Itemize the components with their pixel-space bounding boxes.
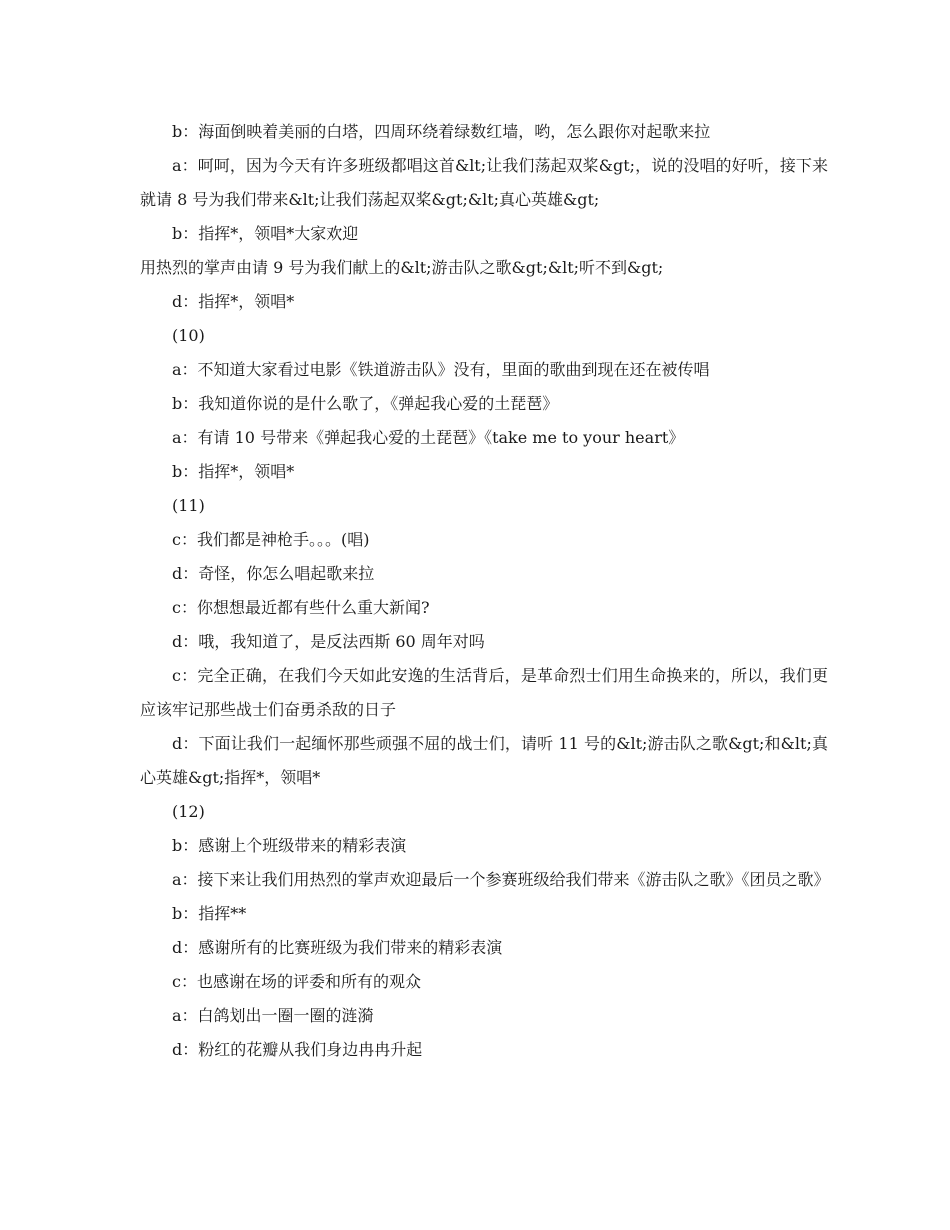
paragraph-14: c：你想想最近都有些什么重大新闻? [172, 598, 430, 617]
paragraph-4: 用热烈的掌声由请 9 号为我们献上的&lt;游击队之歌&gt;&lt;听不到&gt; [140, 258, 664, 277]
document-body [140, 115, 828, 1067]
paragraph-20: a：接下来让我们用热烈的掌声欢迎最后一个参赛班级给我们带来《游击队之歌》《团员之歌》 [172, 870, 830, 889]
paragraph-2: a：呵呵，因为今天有许多班级都唱这首&lt;让我们荡起双桨&gt;，说的没唱的好听，接下来就请 8 号为我们带来&lt;让我们荡起双桨&gt;&lt;真心英雄&gt; [140, 156, 828, 209]
paragraph-5: d：指挥*，领唱* [172, 292, 295, 311]
paragraph-10: b：指挥*，领唱* [172, 462, 295, 481]
paragraph-1: b：海面倒映着美丽的白塔，四周环绕着绿数红墙，哟，怎么跟你对起歌来拉 [172, 122, 711, 141]
paragraph-3: b：指挥*，领唱*大家欢迎 [172, 224, 359, 243]
paragraph-7: a：不知道大家看过电影《铁道游击队》没有，里面的歌曲到现在还在被传唱 [172, 360, 710, 379]
section-number-12: (12) [172, 802, 205, 821]
paragraph-23: c：也感谢在场的评委和所有的观众 [172, 972, 421, 991]
paragraph-21: b：指挥** [172, 904, 247, 923]
paragraph-17: d：下面让我们一起缅怀那些顽强不屈的战士们，请听 11 号的&lt;游击队之歌&gt;和&lt;真心英雄&gt;指挥*，领唱* [140, 734, 828, 787]
paragraph-16: c：完全正确，在我们今天如此安逸的生活背后，是革命烈士们用生命换来的，所以，我们更应该牢记那些战士们奋勇杀敌的日子 [140, 666, 828, 719]
paragraph-9: a：有请 10 号带来《弹起我心爱的土琵琶》《take me to your heart》 [172, 428, 685, 447]
paragraph-8: b：我知道你说的是什么歌了，《弹起我心爱的土琵琶》 [172, 394, 559, 413]
paragraph-15: d：哦，我知道了，是反法西斯 60 周年对吗 [172, 632, 485, 651]
paragraph-19: b：感谢上个班级带来的精彩表演 [172, 836, 407, 855]
section-number-11: (11) [172, 496, 205, 515]
section-number-10: (10) [172, 326, 205, 345]
paragraph-25: d：粉红的花瓣从我们身边冉冉升起 [172, 1040, 423, 1059]
paragraph-22: d：感谢所有的比赛班级为我们带来的精彩表演 [172, 938, 503, 957]
paragraph-13: d：奇怪，你怎么唱起歌来拉 [172, 564, 375, 583]
paragraph-12: c：我们都是神枪手。。。(唱) [172, 530, 370, 549]
paragraph-24: a：白鸽划出一圈一圈的涟漪 [172, 1006, 374, 1025]
